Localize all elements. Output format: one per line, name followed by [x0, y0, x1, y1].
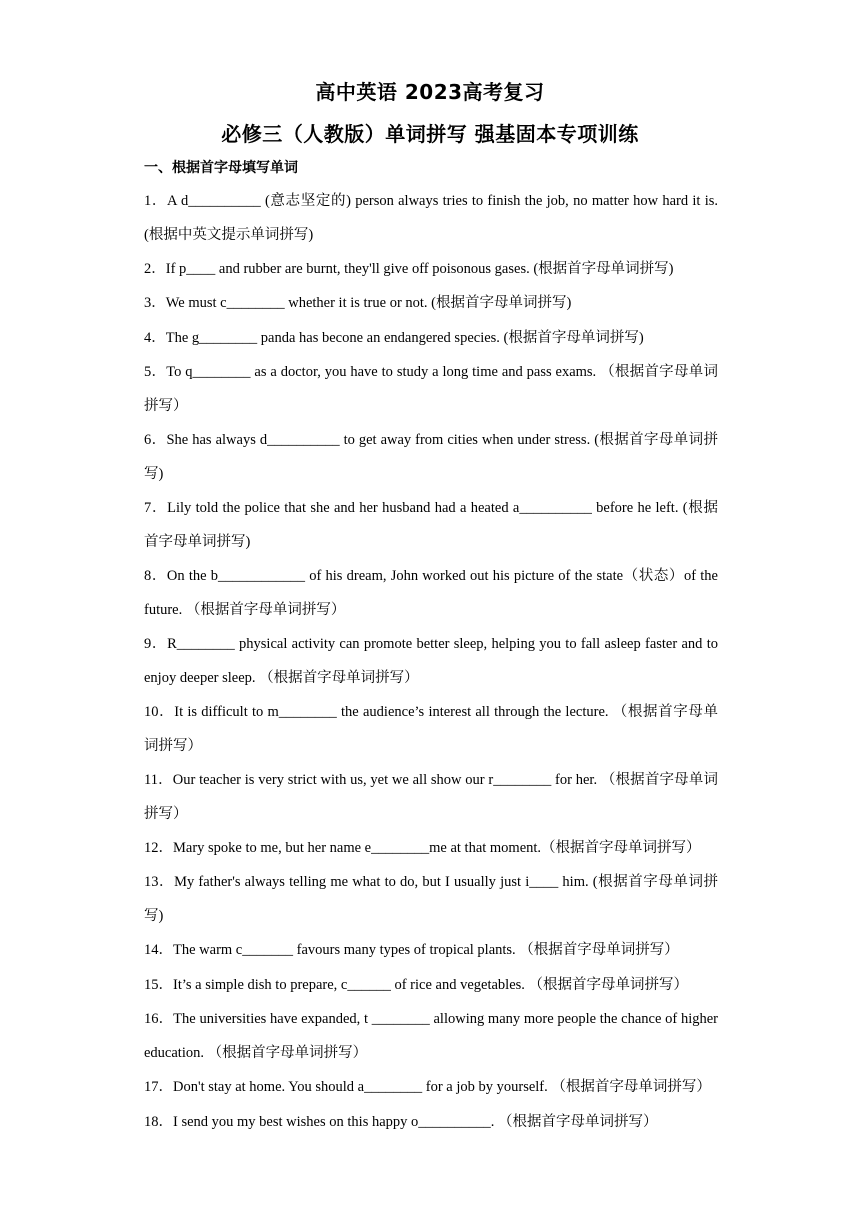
- document-subtitle: 必修三（人教版）单词拼写 强基固本专项训练: [221, 122, 639, 146]
- question-item: 12．Mary spoke to me, but her name e________me at that moment.（根据首字母单词拼写）: [144, 840, 701, 857]
- section-heading: 一、根据首字母填写单词: [144, 160, 298, 176]
- question-item: 16．The universities have expanded, t ________ allowing many more people the chance of higher education. （根据首字母单词拼写）: [144, 1011, 718, 1061]
- question-item: 9．R________ physical activity can promote better sleep, helping you to fall asleep faster and to enjoy deeper sleep. （根据首字母单词拼写）: [144, 636, 718, 686]
- question-item: 1．A d__________ (意志坚定的) person always tries to finish the job, no matter how hard it is.(根据中英文提示单词拼写): [144, 193, 718, 243]
- question-item: 15．It’s a simple dish to prepare, c______ of rice and vegetables. （根据首字母单词拼写）: [144, 976, 689, 993]
- question-item: 17．Don't stay at home. You should a________ for a job by yourself. （根据首字母单词拼写）: [144, 1079, 711, 1096]
- document-title: 高中英语 2023高考复习: [315, 80, 545, 104]
- question-list: [144, 185, 718, 1140]
- question-item: 10．It is difficult to m________ the audience’s interest all through the lecture. （根据首字母单词拼写）: [144, 704, 718, 754]
- question-item: 5．To q________ as a doctor, you have to study a long time and pass exams. （根据首字母单词拼写）: [144, 364, 718, 414]
- question-item: 13．My father's always telling me what to do, but I usually just i____ him. (根据首字母单词拼写): [144, 874, 718, 925]
- question-item: 7．Lily told the police that she and her husband had a heated a__________ before he left. (根据首字母单词拼写): [144, 500, 718, 550]
- question-item: 6．She has always d__________ to get away from cities when under stress. (根据首字母单词拼写): [144, 432, 718, 482]
- question-item: 3．We must c________ whether it is true or not. (根据首字母单词拼写): [144, 295, 572, 312]
- question-item: 4．The g________ panda has becone an endangered species. (根据首字母单词拼写): [144, 329, 644, 346]
- question-item: 11．Our teacher is very strict with us, yet we all show our r________ for her. （根据首字母单词拼写）: [144, 772, 718, 822]
- question-item: 18．I send you my best wishes on this happy o__________. （根据首字母单词拼写）: [144, 1113, 658, 1130]
- question-item: 8．On the b____________ of his dream, John worked out his picture of the state（状态）of the future. （根据首字母单词拼写）: [144, 568, 718, 618]
- question-item: 14．The warm c_______ favours many types of tropical plants. （根据首字母单词拼写）: [144, 942, 679, 959]
- question-item: 2．If p____ and rubber are burnt, they'll give off poisonous gases. (根据首字母单词拼写): [144, 260, 674, 277]
